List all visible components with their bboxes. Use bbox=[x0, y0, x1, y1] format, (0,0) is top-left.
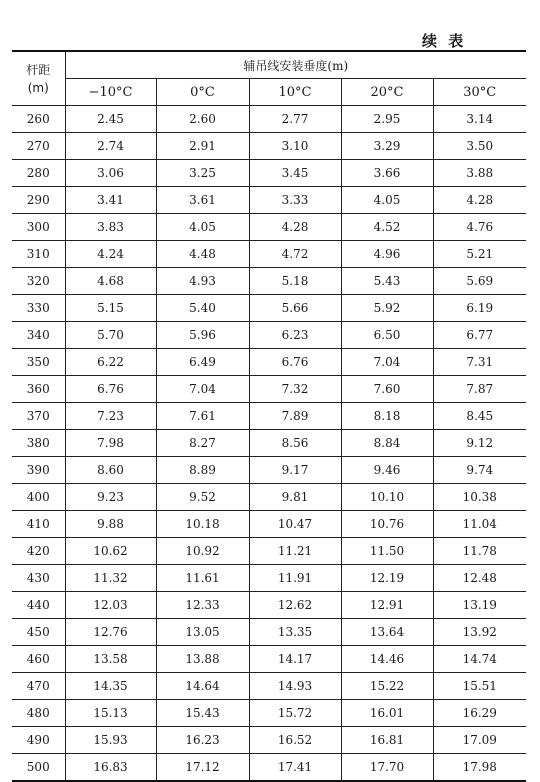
span-length-cell: 280 bbox=[12, 160, 65, 187]
sag-value-cell: 4.28 bbox=[433, 187, 526, 214]
sag-value-cell: 6.50 bbox=[341, 322, 433, 349]
sag-header bbox=[65, 51, 526, 79]
sag-value-cell: 16.52 bbox=[249, 727, 341, 754]
sag-value-cell: 10.76 bbox=[341, 511, 433, 538]
sag-value-cell: 13.19 bbox=[433, 592, 526, 619]
sag-value-cell: 8.27 bbox=[156, 430, 249, 457]
sag-value-cell: 5.66 bbox=[249, 295, 341, 322]
sag-value-cell: 4.52 bbox=[341, 214, 433, 241]
table-row bbox=[12, 160, 526, 187]
sag-value-cell: 9.23 bbox=[65, 484, 156, 511]
sag-header-title: 辅吊线安装垂度 bbox=[243, 58, 328, 73]
sag-value-cell: 9.17 bbox=[249, 457, 341, 484]
sag-value-cell: 13.58 bbox=[65, 646, 156, 673]
sag-value-cell: 13.35 bbox=[249, 619, 341, 646]
span-length-cell: 320 bbox=[12, 268, 65, 295]
span-length-cell: 290 bbox=[12, 187, 65, 214]
sag-value-cell: 9.12 bbox=[433, 430, 526, 457]
sag-value-cell: 8.56 bbox=[249, 430, 341, 457]
sag-value-cell: 3.45 bbox=[249, 160, 341, 187]
sag-value-cell: 17.09 bbox=[433, 727, 526, 754]
span-length-cell: 370 bbox=[12, 403, 65, 430]
table-row bbox=[12, 565, 526, 592]
sag-value-cell: 14.74 bbox=[433, 646, 526, 673]
sag-value-cell: 12.91 bbox=[341, 592, 433, 619]
table-row bbox=[12, 106, 526, 133]
sag-value-cell: 4.68 bbox=[65, 268, 156, 295]
sag-value-cell: 3.66 bbox=[341, 160, 433, 187]
sag-value-cell: 10.18 bbox=[156, 511, 249, 538]
sag-value-cell: 7.60 bbox=[341, 376, 433, 403]
sag-value-cell: 9.81 bbox=[249, 484, 341, 511]
sag-value-cell: 9.74 bbox=[433, 457, 526, 484]
sag-value-cell: 17.41 bbox=[249, 754, 341, 782]
sag-value-cell: 14.93 bbox=[249, 673, 341, 700]
sag-value-cell: 5.43 bbox=[341, 268, 433, 295]
sag-value-cell: 3.25 bbox=[156, 160, 249, 187]
sag-value-cell: 9.88 bbox=[65, 511, 156, 538]
sag-value-cell: 5.21 bbox=[433, 241, 526, 268]
sag-value-cell: 4.48 bbox=[156, 241, 249, 268]
sag-value-cell: 10.47 bbox=[249, 511, 341, 538]
span-length-cell: 440 bbox=[12, 592, 65, 619]
sag-value-cell: 7.31 bbox=[433, 349, 526, 376]
sag-value-cell: 3.83 bbox=[65, 214, 156, 241]
sag-value-cell: 11.78 bbox=[433, 538, 526, 565]
sag-value-cell: 4.05 bbox=[156, 214, 249, 241]
sag-value-cell: 4.96 bbox=[341, 241, 433, 268]
table-row bbox=[12, 457, 526, 484]
table-row bbox=[12, 484, 526, 511]
sag-value-cell: 14.46 bbox=[341, 646, 433, 673]
sag-value-cell: 12.33 bbox=[156, 592, 249, 619]
table-row bbox=[12, 214, 526, 241]
continued-label: 续 表 bbox=[422, 32, 467, 50]
span-length-cell: 450 bbox=[12, 619, 65, 646]
table-row bbox=[12, 646, 526, 673]
sag-value-cell: 13.05 bbox=[156, 619, 249, 646]
sag-value-cell: 5.69 bbox=[433, 268, 526, 295]
sag-value-cell: 3.88 bbox=[433, 160, 526, 187]
table-row bbox=[12, 673, 526, 700]
span-length-cell: 400 bbox=[12, 484, 65, 511]
sag-value-cell: 12.03 bbox=[65, 592, 156, 619]
table-row bbox=[12, 511, 526, 538]
span-length-cell: 300 bbox=[12, 214, 65, 241]
table-row bbox=[12, 349, 526, 376]
sag-value-cell: 12.62 bbox=[249, 592, 341, 619]
span-length-cell: 470 bbox=[12, 673, 65, 700]
sag-value-cell: 11.21 bbox=[249, 538, 341, 565]
sag-header-unit: (m) bbox=[327, 58, 349, 73]
sag-value-cell: 11.91 bbox=[249, 565, 341, 592]
sag-value-cell: 4.93 bbox=[156, 268, 249, 295]
span-length-cell: 500 bbox=[12, 754, 65, 782]
sag-value-cell: 7.23 bbox=[65, 403, 156, 430]
span-length-header bbox=[12, 51, 65, 106]
sag-value-cell: 16.29 bbox=[433, 700, 526, 727]
span-length-cell: 490 bbox=[12, 727, 65, 754]
sag-value-cell: 8.45 bbox=[433, 403, 526, 430]
sag-value-cell: 17.70 bbox=[341, 754, 433, 782]
sag-value-cell: 2.45 bbox=[65, 106, 156, 133]
sag-value-cell: 4.72 bbox=[249, 241, 341, 268]
temperature-column-header: 30°C bbox=[433, 79, 526, 106]
span-length-cell: 310 bbox=[12, 241, 65, 268]
sag-value-cell: 3.50 bbox=[433, 133, 526, 160]
sag-value-cell: 5.40 bbox=[156, 295, 249, 322]
sag-value-cell: 7.87 bbox=[433, 376, 526, 403]
sag-value-cell: 6.76 bbox=[65, 376, 156, 403]
sag-value-cell: 15.72 bbox=[249, 700, 341, 727]
header-row-top bbox=[12, 51, 526, 79]
sag-value-cell: 3.61 bbox=[156, 187, 249, 214]
span-length-unit: (m) bbox=[27, 80, 49, 95]
sag-value-cell: 10.10 bbox=[341, 484, 433, 511]
sag-value-cell: 7.89 bbox=[249, 403, 341, 430]
table-row bbox=[12, 187, 526, 214]
sag-value-cell: 16.23 bbox=[156, 727, 249, 754]
span-length-cell: 460 bbox=[12, 646, 65, 673]
table-row bbox=[12, 268, 526, 295]
sag-value-cell: 6.77 bbox=[433, 322, 526, 349]
sag-value-cell: 10.92 bbox=[156, 538, 249, 565]
sag-value-cell: 3.33 bbox=[249, 187, 341, 214]
table-row bbox=[12, 133, 526, 160]
table-row bbox=[12, 430, 526, 457]
sag-value-cell: 2.60 bbox=[156, 106, 249, 133]
span-length-cell: 350 bbox=[12, 349, 65, 376]
sag-value-cell: 8.89 bbox=[156, 457, 249, 484]
temperature-column-header: 20°C bbox=[341, 79, 433, 106]
span-length-title: 杆距 bbox=[26, 62, 51, 77]
span-length-cell: 420 bbox=[12, 538, 65, 565]
sag-value-cell: 2.91 bbox=[156, 133, 249, 160]
temperature-column-header: 0°C bbox=[156, 79, 249, 106]
table-row bbox=[12, 376, 526, 403]
sag-value-cell: 5.18 bbox=[249, 268, 341, 295]
sag-value-cell: 4.76 bbox=[433, 214, 526, 241]
sag-value-cell: 3.29 bbox=[341, 133, 433, 160]
sag-value-cell: 9.52 bbox=[156, 484, 249, 511]
sag-value-cell: 7.61 bbox=[156, 403, 249, 430]
sag-value-cell: 3.10 bbox=[249, 133, 341, 160]
span-length-cell: 340 bbox=[12, 322, 65, 349]
sag-value-cell: 11.04 bbox=[433, 511, 526, 538]
sag-value-cell: 7.04 bbox=[341, 349, 433, 376]
sag-value-cell: 13.88 bbox=[156, 646, 249, 673]
sag-value-cell: 5.92 bbox=[341, 295, 433, 322]
sag-value-cell: 2.95 bbox=[341, 106, 433, 133]
sag-value-cell: 7.32 bbox=[249, 376, 341, 403]
sag-value-cell: 6.22 bbox=[65, 349, 156, 376]
sag-value-cell: 15.13 bbox=[65, 700, 156, 727]
sag-value-cell: 16.81 bbox=[341, 727, 433, 754]
sag-value-cell: 3.41 bbox=[65, 187, 156, 214]
sag-value-cell: 15.51 bbox=[433, 673, 526, 700]
table-row bbox=[12, 754, 526, 782]
sag-value-cell: 11.32 bbox=[65, 565, 156, 592]
sag-value-cell: 5.96 bbox=[156, 322, 249, 349]
span-length-cell: 380 bbox=[12, 430, 65, 457]
table-row bbox=[12, 403, 526, 430]
sag-value-cell: 12.19 bbox=[341, 565, 433, 592]
table-row bbox=[12, 295, 526, 322]
sag-value-cell: 8.60 bbox=[65, 457, 156, 484]
span-length-cell: 270 bbox=[12, 133, 65, 160]
table-body bbox=[12, 106, 526, 782]
temperature-column-header: 10°C bbox=[249, 79, 341, 106]
sag-value-cell: 4.05 bbox=[341, 187, 433, 214]
table-row bbox=[12, 592, 526, 619]
table-row bbox=[12, 241, 526, 268]
sag-value-cell: 2.77 bbox=[249, 106, 341, 133]
sag-value-cell: 7.04 bbox=[156, 376, 249, 403]
sag-value-cell: 12.48 bbox=[433, 565, 526, 592]
temperature-column-header: −10°C bbox=[65, 79, 156, 106]
span-length-cell: 260 bbox=[12, 106, 65, 133]
sag-value-cell: 11.61 bbox=[156, 565, 249, 592]
sag-value-cell: 2.74 bbox=[65, 133, 156, 160]
table-row bbox=[12, 700, 526, 727]
sag-value-cell: 14.17 bbox=[249, 646, 341, 673]
span-length-cell: 480 bbox=[12, 700, 65, 727]
sag-value-cell: 4.28 bbox=[249, 214, 341, 241]
sag-table bbox=[12, 50, 526, 782]
sag-value-cell: 6.76 bbox=[249, 349, 341, 376]
span-length-cell: 430 bbox=[12, 565, 65, 592]
sag-value-cell: 12.76 bbox=[65, 619, 156, 646]
sag-value-cell: 6.23 bbox=[249, 322, 341, 349]
sag-value-cell: 3.06 bbox=[65, 160, 156, 187]
sag-value-cell: 16.01 bbox=[341, 700, 433, 727]
sag-value-cell: 14.64 bbox=[156, 673, 249, 700]
sag-value-cell: 16.83 bbox=[65, 754, 156, 782]
sag-value-cell: 11.50 bbox=[341, 538, 433, 565]
sag-value-cell: 5.15 bbox=[65, 295, 156, 322]
sag-value-cell: 6.49 bbox=[156, 349, 249, 376]
sag-value-cell: 10.38 bbox=[433, 484, 526, 511]
sag-value-cell: 10.62 bbox=[65, 538, 156, 565]
sag-value-cell: 8.84 bbox=[341, 430, 433, 457]
sag-value-cell: 3.14 bbox=[433, 106, 526, 133]
table-row bbox=[12, 538, 526, 565]
span-length-cell: 390 bbox=[12, 457, 65, 484]
sag-value-cell: 15.22 bbox=[341, 673, 433, 700]
sag-value-cell: 4.24 bbox=[65, 241, 156, 268]
sag-value-cell: 17.98 bbox=[433, 754, 526, 782]
sag-value-cell: 15.43 bbox=[156, 700, 249, 727]
sag-value-cell: 13.64 bbox=[341, 619, 433, 646]
sag-value-cell: 17.12 bbox=[156, 754, 249, 782]
table-row bbox=[12, 322, 526, 349]
span-length-cell: 410 bbox=[12, 511, 65, 538]
sag-value-cell: 13.92 bbox=[433, 619, 526, 646]
sag-value-cell: 6.19 bbox=[433, 295, 526, 322]
sag-value-cell: 9.46 bbox=[341, 457, 433, 484]
span-length-cell: 360 bbox=[12, 376, 65, 403]
table-row bbox=[12, 727, 526, 754]
table-row bbox=[12, 619, 526, 646]
span-length-cell: 330 bbox=[12, 295, 65, 322]
sag-value-cell: 8.18 bbox=[341, 403, 433, 430]
sag-value-cell: 15.93 bbox=[65, 727, 156, 754]
temperature-header-row bbox=[12, 79, 526, 106]
sag-value-cell: 14.35 bbox=[65, 673, 156, 700]
sag-value-cell: 5.70 bbox=[65, 322, 156, 349]
sag-value-cell: 7.98 bbox=[65, 430, 156, 457]
